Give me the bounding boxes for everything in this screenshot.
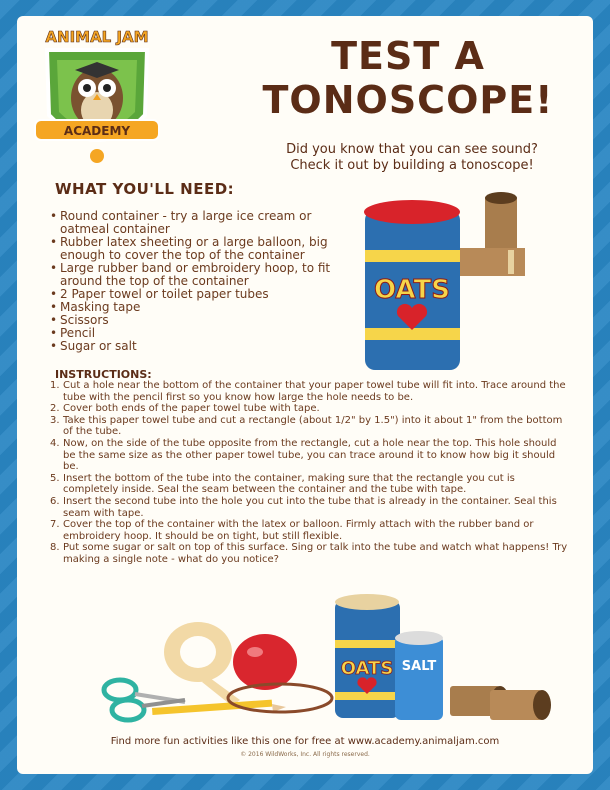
salt-label: SALT bbox=[401, 659, 437, 674]
salt-container-icon bbox=[395, 631, 443, 720]
logo-academy-text: ACADEMY bbox=[63, 124, 131, 138]
list-item: • Masking tape bbox=[50, 301, 350, 314]
list-item: • Sugar or salt bbox=[50, 340, 350, 353]
list-item: 1. Cut a hole near the bottom of the container that your paper towel tube will fit into. Trace around the tube with the pencil first so you know how large the hole needs to be. bbox=[50, 380, 566, 403]
instructions-list bbox=[50, 380, 570, 566]
list-item: • Scissors bbox=[50, 314, 350, 327]
needs-list bbox=[50, 210, 350, 353]
oats-label-small: OATS bbox=[340, 658, 394, 679]
list-item: 7. Cover the top of the container with the latex or balloon. Firmly attach with the rubber band or embroidery hoop. It should be on tight, but still flexible. bbox=[50, 519, 534, 542]
list-item: 3. Take this paper towel tube and cut a rectangle (about 1/2" by 1.5") into it about 1" from the bottom of the tube. bbox=[50, 414, 563, 438]
tonoscope-illustration bbox=[360, 190, 560, 380]
paper-tubes-icon bbox=[450, 686, 551, 720]
oats-label: OATS bbox=[374, 275, 450, 305]
subtitle-line-2: Check it out by building a tonoscope! bbox=[290, 158, 534, 173]
balloon-icon bbox=[228, 634, 332, 712]
materials-illustration bbox=[90, 590, 560, 730]
list-item: • Round container - try a large ice cream or oatmeal container bbox=[50, 210, 350, 236]
logo-animal-jam-text: ANIMAL JAM bbox=[45, 28, 149, 46]
list-item: • Large rubber band or embroidery hoop, to fit around the top of the container bbox=[50, 262, 350, 288]
scissors-icon bbox=[104, 680, 185, 720]
needs-heading: WHAT YOU'LL NEED: bbox=[55, 180, 235, 198]
list-item: • Rubber latex sheeting or a large balloon, big enough to cover the top of the container bbox=[50, 236, 350, 262]
animal-jam-academy-logo bbox=[27, 20, 167, 170]
list-item: 4. Now, on the side of the tube opposite from the rectangle, cut a hole near the top. This hole should be the same size as the other paper towel tube, you can trace around it to know how big it should be. bbox=[50, 437, 557, 473]
footer-text: Find more fun activities like this one for free at www.academy.animaljam.com bbox=[110, 736, 500, 747]
list-item: 5. Insert the bottom of the tube into the container, making sure that the rectangle you cut is completely inside. Seal the seam between the container and the tube with tape. bbox=[50, 472, 515, 496]
list-item: 2. Cover both ends of the paper towel tube with tape. bbox=[50, 403, 320, 415]
list-item: 8. Put some sugar or salt on top of this surface. Sing or talk into the tube and watch what happens! Try making a single note - what do you notice? bbox=[50, 542, 568, 565]
instructions-heading: INSTRUCTIONS: bbox=[55, 368, 152, 381]
page-title bbox=[258, 34, 558, 122]
oats-container-icon bbox=[335, 594, 400, 718]
list-item: • Pencil bbox=[50, 327, 350, 340]
subtitle-line-1: Did you know that you can see sound? bbox=[286, 142, 538, 157]
subtitle bbox=[242, 142, 582, 174]
title-line-2: TONOSCOPE! bbox=[262, 78, 554, 122]
title-line-1: TEST A bbox=[331, 34, 485, 78]
copyright-text: © 2016 WildWorks, Inc. All rights reserved. bbox=[240, 751, 370, 758]
list-item: 6. Insert the second tube into the hole you cut into the tube that is already in the container. Seal this seam with tape. bbox=[50, 495, 557, 519]
list-item: • 2 Paper towel or toilet paper tubes bbox=[50, 288, 350, 301]
